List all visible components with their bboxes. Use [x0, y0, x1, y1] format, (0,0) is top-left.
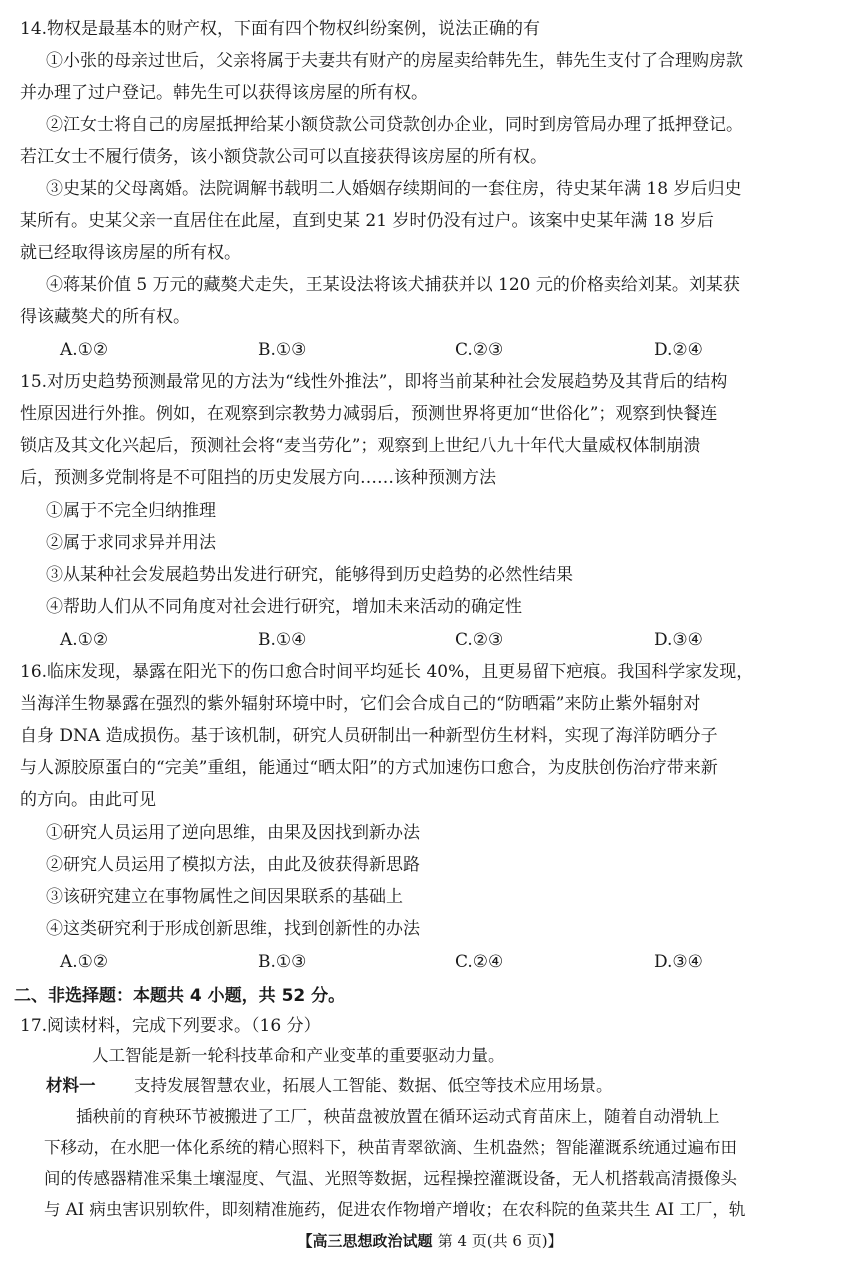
q15-item-2: ②属于求同求异并用法 — [46, 533, 216, 553]
q15-stem-line-3: 锁店及其文化兴起后，预测社会将“麦当劳化”；观察到上世纪八九十年代大量威权体制崩溃 — [20, 436, 701, 456]
q17-paragraph-line-3: 间的传感器精准采集土壤湿度、气温、光照等数据，远程操控灌溉设备，无人机搭载高清摄像头 — [44, 1169, 737, 1188]
q16-stem-line-2: 当海洋生物暴露在强烈的紫外辐射环境中时，它们会合成自己的“防晒霜”来防止紫外辐射对 — [20, 694, 701, 714]
q15-item-3: ③从某种社会发展趋势出发进行研究，能够得到历史趋势的必然性结果 — [46, 565, 573, 585]
q15-item-4: ④帮助人们从不同角度对社会进行研究，增加未来活动的确定性 — [46, 597, 522, 617]
q14-item-2-line-1: ②江女士将自己的房屋抵押给某小额贷款公司贷款创办企业，同时到房管局办理了抵押登记。 — [46, 115, 743, 135]
q17-paragraph-line-1: 插秧前的育秧环节被搬进了工厂，秧苗盘被放置在循环运动式育苗床上，随着自动滑轨上 — [76, 1107, 720, 1126]
q14-item-2-line-2: 若江女士不履行债务，该小额贷款公司可以直接获得该房屋的所有权。 — [20, 147, 547, 167]
q17-material-label: 材料一 — [46, 1076, 96, 1095]
q16-item-4: ④这类研究利于形成创新思维，找到创新性的办法 — [46, 919, 420, 939]
q14-option-a: A.①② — [60, 340, 109, 360]
q14-option-d: D.②④ — [654, 340, 703, 360]
q15-option-d: D.③④ — [654, 630, 703, 650]
q15-stem-line-1: 15.对历史趋势预测最常见的方法为“线性外推法”，即将当前某种社会发展趋势及其背后的结构 — [20, 372, 728, 392]
q16-option-a: A.①② — [60, 952, 109, 972]
q17-material-text: 支持发展智慧农业，拓展人工智能、数据、低空等技术应用场景。 — [134, 1076, 613, 1095]
q14-item-1-line-1: ①小张的母亲过世后，父亲将属于夫妻共有财产的房屋卖给韩先生，韩先生支付了合理购房款 — [46, 51, 743, 71]
q15-item-1: ①属于不完全归纳推理 — [46, 501, 216, 521]
q16-item-1: ①研究人员运用了逆向思维，由果及因找到新办法 — [46, 823, 420, 843]
q15-option-b: B.①④ — [258, 630, 307, 650]
page-footer — [0, 1230, 860, 1251]
q14-item-3-line-2: 某所有。史某父亲一直居住在此屋，直到史某 21 岁时仍没有过户。该案中史某年满 18 岁后 — [20, 211, 714, 231]
q16-item-2: ②研究人员运用了模拟方法，由此及彼获得新思路 — [46, 855, 420, 875]
q14-stem: 14.物权是最基本的财产权，下面有四个物权纠纷案例，说法正确的有 — [20, 19, 541, 39]
q17-intro: 人工智能是新一轮科技革命和产业变革的重要驱动力量。 — [92, 1046, 505, 1065]
q17-stem: 17.阅读材料，完成下列要求。（16 分） — [20, 1016, 321, 1036]
q14-item-3-line-3: 就已经取得该房屋的所有权。 — [20, 243, 241, 263]
q15-stem-line-2: 性原因进行外推。例如，在观察到宗教势力减弱后，预测世界将更加“世俗化”；观察到快餐连 — [20, 404, 718, 424]
footer-title: 【高三思想政治试题 — [297, 1232, 433, 1250]
q16-option-d: D.③④ — [654, 952, 703, 972]
q16-option-c: C.②④ — [455, 952, 504, 972]
q14-item-1-line-2: 并办理了过户登记。韩先生可以获得该房屋的所有权。 — [20, 83, 428, 103]
q14-item-3-line-1: ③史某的父母离婚。法院调解书载明二人婚姻存续期间的一套住房，待史某年满 18 岁后归史 — [46, 179, 742, 199]
q17-paragraph-line-4: 与 AI 病虫害识别软件，即刻精准施药，促进农作物增产增收；在农科院的鱼菜共生 AI 工厂，轨 — [44, 1200, 746, 1219]
q14-item-4-line-2: 得该藏獒犬的所有权。 — [20, 307, 190, 327]
q14-option-c: C.②③ — [455, 340, 504, 360]
q14-option-b: B.①③ — [258, 340, 307, 360]
q15-option-a: A.①② — [60, 630, 109, 650]
q15-stem-line-4: 后，预测多党制将是不可阻挡的历史发展方向……该种预测方法 — [20, 468, 496, 488]
q14-item-4-line-1: ④蒋某价值 5 万元的藏獒犬走失，王某设法将该犬捕获并以 120 元的价格卖给刘某。刘某获 — [46, 275, 740, 295]
q16-stem-line-1: 16.临床发现，暴露在阳光下的伤口愈合时间平均延长 40%，且更易留下疤痕。我国科学家发现， — [20, 662, 754, 682]
q16-stem-line-3: 自身 DNA 造成损伤。基于该机制，研究人员研制出一种新型仿生材料，实现了海洋防晒分子 — [20, 726, 718, 746]
q16-item-3: ③该研究建立在事物属性之间因果联系的基础上 — [46, 887, 403, 907]
footer-page-number: 第 4 页(共 6 页)】 — [437, 1232, 563, 1250]
q17-paragraph-line-2: 下移动，在水肥一体化系统的精心照料下，秧苗青翠欲滴、生机盎然；智能灌溉系统通过遍布田 — [44, 1138, 737, 1157]
q15-option-c: C.②③ — [455, 630, 504, 650]
q16-stem-line-4: 与人源胶原蛋白的“完美”重组，能通过“晒太阳”的方式加速伤口愈合，为皮肤创伤治疗带来新 — [20, 758, 718, 778]
q16-option-b: B.①③ — [258, 952, 307, 972]
section-heading: 二、非选择题：本题共 4 小题，共 52 分。 — [14, 986, 346, 1006]
q16-stem-line-5: 的方向。由此可见 — [20, 790, 156, 810]
